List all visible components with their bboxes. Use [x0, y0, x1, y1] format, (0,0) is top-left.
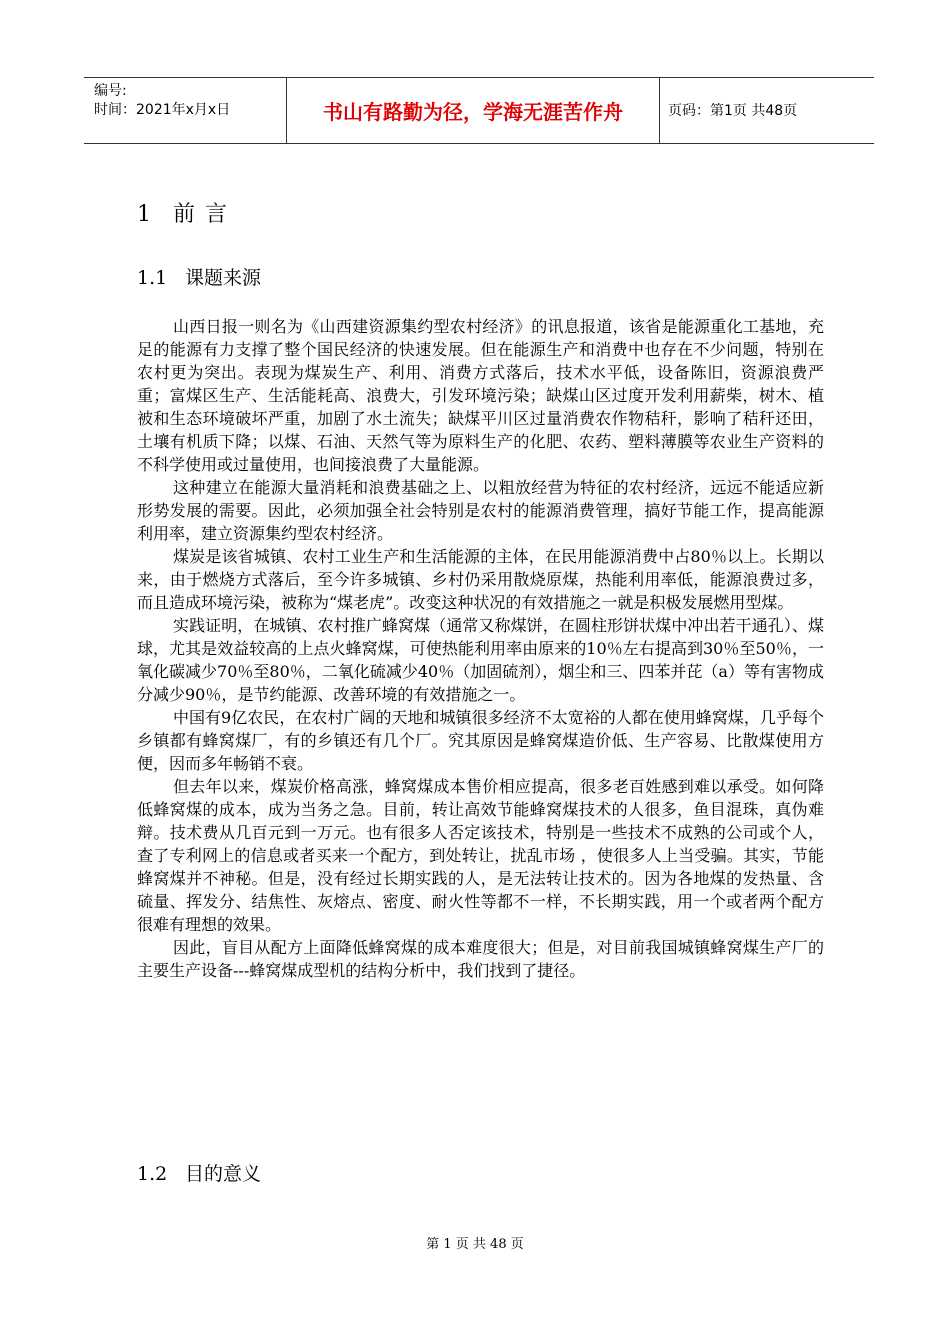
page-footer: 第 1 页 共 48 页: [426, 1237, 524, 1252]
body-paragraph: 这种建立在能源大量消耗和浪费基础之上、以粗放经营为特征的农村经济，远远不能适应新形势发展的需要。因此，必须加强全社会特别是农村的能源消费管理，搞好节能工作，提高能源利用率，建立资源集约型农村经济。: [137, 478, 824, 543]
document-header: [84, 77, 874, 144]
header-meta: [94, 82, 230, 120]
body-paragraph: 中国有9亿农民，在农村广阔的天地和城镇很多经济不太宽裕的人都在使用蜂窝煤，几乎每个乡镇都有蜂窝煤厂，有的乡镇还有几个厂。究其原因是蜂窝煤造价低、生产容易、比散煤使用方便，因而多年畅销不衰。: [137, 708, 824, 773]
body-paragraph: 煤炭是该省城镇、农村工业生产和生活能源的主体，在民用能源消费中占80％以上。长期以来，由于燃烧方式落后，至今许多城镇、乡村仍采用散烧原煤，热能利用率低，能源浪费过多，而且造成环境污染，被称为“煤老虎”。改变这种状况的有效措施之一就是积极发展燃用型煤。: [137, 547, 824, 612]
chapter-number: 1: [137, 202, 151, 227]
section-heading: [137, 1161, 261, 1187]
document-number-label: 编号:: [94, 83, 127, 99]
header-motto: 书山有路勤为径，学海无涯苦作舟: [323, 100, 623, 124]
document-time-label: 时间：2021年x月x日: [94, 102, 231, 118]
chapter-heading: [137, 200, 237, 230]
section-number: 1.1: [137, 267, 168, 289]
header-divider: [659, 78, 660, 144]
section-number: 1.2: [137, 1163, 168, 1185]
body-paragraph: 因此，盲目从配方上面降低蜂窝煤的成本难度很大；但是，对目前我国城镇蜂窝煤生产厂的主要生产设备---蜂窝煤成型机的结构分析中，我们找到了捷径。: [137, 938, 824, 980]
body-paragraph: 山西日报一则名为《山西建资源集约型农村经济》的讯息报道，该省是能源重化工基地，充足的能源有力支撑了整个国民经济的快速发展。但在能源生产和消费中也存在不少问题，特别在农村更为突出。表现为煤炭生产、利用、消费方式落后，技术水平低，设备陈旧，资源浪费严重；富煤区生产、生活能耗高、浪费大，引发环境污染；缺煤山区过度开发利用薪柴，树木、植被和生态环境破坏严重，加剧了水土流失；缺煤平川区过量消费农作物秸秆，影响了秸秆还田，土壤有机质下降；以煤、石油、天然气等为原料生产的化肥、农药、塑料薄膜等农业生产资料的不科学使用或过量使用，也间接浪费了大量能源。: [137, 317, 824, 474]
chapter-title: 前言: [173, 202, 238, 227]
body-paragraph: 实践证明，在城镇、农村推广蜂窝煤（通常又称煤饼，在圆柱形饼状煤中冲出若干通孔）、煤球，尤其是效益较高的上点火蜂窝煤，可使热能利用率由原来的10％左右提高到30％至50％，一氧化碳减少70％至80％，二氧化硫减少40％（加固硫剂），烟尘和三、四苯并芘（a）等有害物成分减少90％，是节约能源、改善环境的有效措施之一。: [137, 616, 824, 704]
section-body: [137, 315, 824, 982]
section-heading: [137, 265, 261, 291]
body-paragraph: 但去年以来，煤炭价格高涨，蜂窝煤成本售价相应提高，很多老百姓感到难以承受。如何降低蜂窝煤的成本，成为当务之急。目前，转让高效节能蜂窝煤技术的人很多，鱼目混珠，真伪难辩。技术费从几百元到一万元。也有很多人否定该技术，特别是一些技术不成熟的公司或个人，查了专利网上的信息或者买来一个配方，到处转让，扰乱市场 ，使很多人上当受骗。其实，节能蜂窝煤并不神秘。但是，没有经过长期实践的人，是无法转让技术的。因为各地煤的发热量、含硫量、挥发分、结焦性、灰熔点、密度、耐火性等都不一样，不长期实践，用一个或者两个配方很难有理想的效果。: [137, 777, 824, 934]
section-title: 课题来源: [185, 267, 262, 289]
section-title: 目的意义: [185, 1163, 262, 1185]
header-page-number: 页码：第1页 共48页: [668, 103, 798, 119]
